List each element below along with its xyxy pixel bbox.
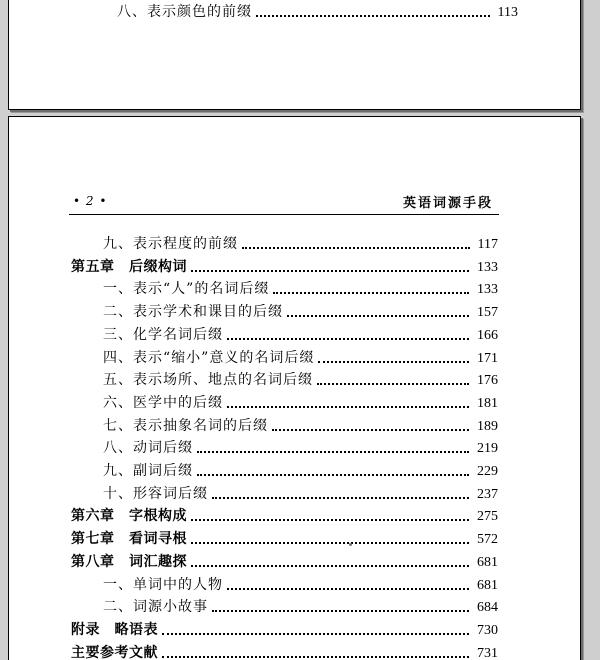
toc-section-entry[interactable] xyxy=(103,435,498,457)
toc-chapter-entry[interactable] xyxy=(71,640,498,660)
toc-section-entry[interactable] xyxy=(103,322,498,344)
dot-leader xyxy=(197,451,469,453)
toc-section-entry[interactable] xyxy=(103,413,498,435)
dot-leader xyxy=(212,497,469,499)
toc-entry-text: 第六章 字根构成 xyxy=(71,508,187,525)
dot-leader xyxy=(242,247,470,249)
toc-page-number: 681 xyxy=(477,554,498,570)
dot-leader xyxy=(212,610,469,612)
toc-page-number: 176 xyxy=(477,373,498,389)
dot-leader xyxy=(191,270,469,272)
dot-leader xyxy=(162,633,469,635)
toc-page-number: 189 xyxy=(477,418,498,434)
toc-entry-text: 一、单词中的人物 xyxy=(103,576,223,593)
toc-chapter-entry[interactable] xyxy=(71,503,498,525)
toc-chapter-entry[interactable] xyxy=(71,617,498,639)
toc-entry-text: 二、词源小故事 xyxy=(103,599,208,616)
toc-entry-text: 主要参考文献 xyxy=(71,644,158,660)
toc-page-number: 157 xyxy=(477,305,498,321)
dot-leader xyxy=(227,588,469,590)
dot-leader xyxy=(162,656,469,658)
toc-entry-text: 四、表示“缩小”意义的名词后缀 xyxy=(103,349,315,366)
dot-leader xyxy=(256,15,490,17)
toc-section-entry[interactable] xyxy=(103,345,498,367)
toc-entry-text: 八、表示颜色的前缀 xyxy=(117,4,252,20)
toc-entry[interactable] xyxy=(117,0,518,21)
toc-page-number: 133 xyxy=(477,259,498,275)
dot-leader xyxy=(273,292,469,294)
toc-chapter-entry[interactable] xyxy=(71,549,498,571)
toc-section-entry[interactable] xyxy=(103,481,498,503)
toc-page-number: 113 xyxy=(497,5,518,20)
toc-section-entry[interactable] xyxy=(103,367,498,389)
toc-section-entry[interactable] xyxy=(103,231,498,253)
toc-entry-text: 第七章 看词寻根 xyxy=(71,531,187,548)
toc-entry-text: 十、形容词后缀 xyxy=(103,485,208,502)
toc-entry-text: 八、动词后缀 xyxy=(103,440,193,457)
dot-leader xyxy=(191,519,469,521)
toc-entry-text: 五、表示场所、地点的名词后缀 xyxy=(103,372,313,389)
dot-leader xyxy=(317,383,469,385)
toc-page-number: 572 xyxy=(477,532,498,548)
toc-entry-text: 附录 略语表 xyxy=(71,621,158,638)
toc-entry-text: 九、表示程度的前缀 xyxy=(103,236,238,252)
toc-page-number: 219 xyxy=(477,441,498,457)
toc-section-entry[interactable] xyxy=(103,594,498,616)
toc-section-entry[interactable] xyxy=(103,572,498,594)
header-book-title: 英语词源手段 xyxy=(402,196,493,211)
dot-leader xyxy=(287,315,469,317)
toc-entry-text: 六、医学中的后缀 xyxy=(103,394,223,411)
toc-page-number: 117 xyxy=(477,237,498,252)
dot-leader xyxy=(272,429,469,431)
scan-speck xyxy=(349,543,352,546)
toc-page-number: 166 xyxy=(477,327,498,343)
dot-leader xyxy=(227,338,469,340)
toc-page-number: 681 xyxy=(477,577,498,593)
toc-section-entry[interactable] xyxy=(103,458,498,480)
toc-page-number: 730 xyxy=(477,622,498,638)
toc-entry-text: 第八章 词汇趣探 xyxy=(71,553,187,570)
toc-entry-text: 第五章 后缀构词 xyxy=(71,258,187,275)
dot-leader xyxy=(191,542,469,544)
toc-chapter-entry[interactable] xyxy=(71,254,498,276)
dot-leader xyxy=(227,406,469,408)
toc-page-number: 237 xyxy=(477,486,498,502)
toc-page-number: 229 xyxy=(477,464,498,479)
dot-leader xyxy=(191,565,469,567)
previous-page xyxy=(8,0,581,110)
dot-leader xyxy=(318,361,469,363)
dot-leader xyxy=(197,474,469,476)
toc-section-entry[interactable] xyxy=(103,276,498,298)
toc-page-number: 181 xyxy=(477,395,498,411)
toc-page-number: 684 xyxy=(477,600,498,616)
toc-entry-text: 七、表示抽象名词的后缀 xyxy=(103,417,268,434)
toc-page-number: 133 xyxy=(477,282,498,298)
toc-entry-text: 三、化学名词后缀 xyxy=(103,326,223,343)
toc-entry-text: 二、表示学术和课目的后缀 xyxy=(103,304,283,321)
toc-section-entry[interactable] xyxy=(103,390,498,412)
toc-page-number: 731 xyxy=(477,645,498,660)
running-header xyxy=(69,192,499,215)
toc-entry-text: 一、表示“人”的名词后缀 xyxy=(103,281,270,298)
current-page xyxy=(8,116,581,660)
toc-entry-text: 九、副词后缀 xyxy=(103,463,193,479)
toc-section-entry[interactable] xyxy=(103,299,498,321)
header-page-number: • 2 • xyxy=(73,194,108,208)
toc-chapter-entry[interactable] xyxy=(71,526,498,548)
toc-page-number: 275 xyxy=(477,509,498,525)
toc-page-number: 171 xyxy=(477,350,498,366)
